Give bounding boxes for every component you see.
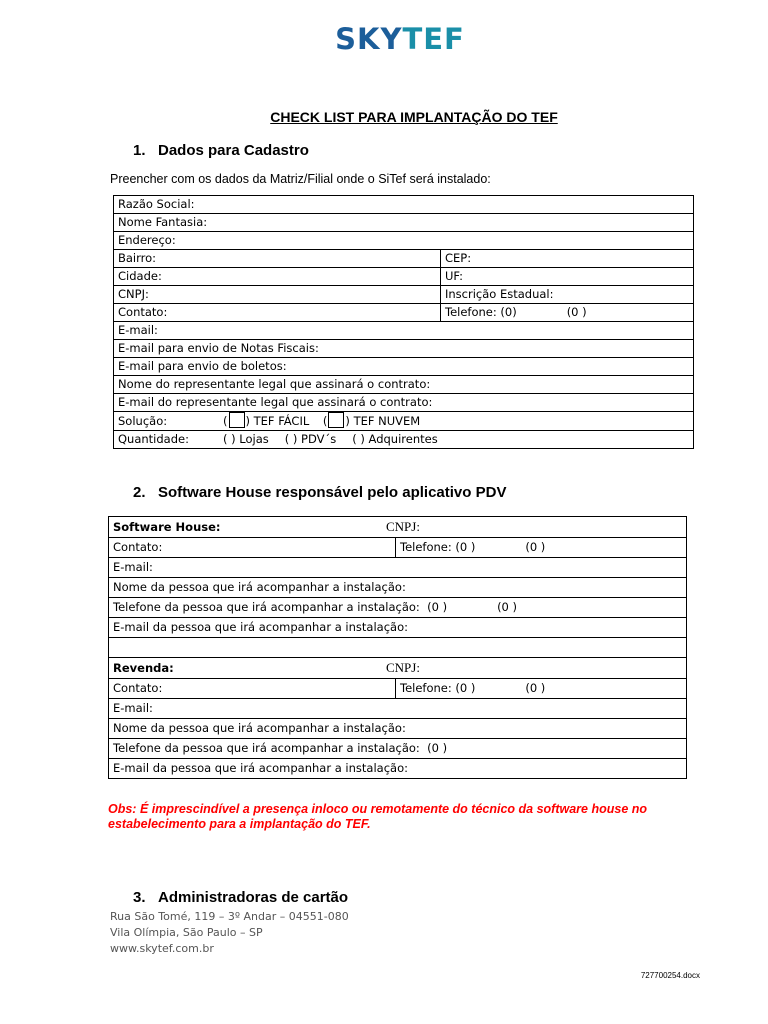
- razao-social-field[interactable]: Razão Social:: [114, 196, 694, 214]
- endereco-field[interactable]: Endereço:: [114, 232, 694, 250]
- document-id: 727700254.docx: [640, 971, 700, 980]
- sh-pessoa-field[interactable]: Nome da pessoa que irá acompanhar a instalação:: [109, 578, 687, 598]
- contato-field[interactable]: Contato:: [114, 304, 441, 322]
- revenda-contato-field[interactable]: Contato:: [109, 679, 396, 699]
- cep-field[interactable]: CEP:: [441, 250, 694, 268]
- footer-address-2: Vila Olímpia, São Paulo – SP: [110, 926, 263, 939]
- quantidade-row[interactable]: Quantidade: ( ) Lojas ( ) PDV´s ( ) Adquirentes: [114, 431, 694, 449]
- tef-nuvem-checkbox[interactable]: [328, 412, 344, 428]
- sh-telefone-field[interactable]: Telefone: (0 ) (0 ): [396, 538, 687, 558]
- obs-note: Obs: É imprescindível a presença inloco ou remotamente do técnico da software house no estabelecimento para a implantação do TEF.: [108, 802, 648, 831]
- bairro-field[interactable]: Bairro:: [114, 250, 441, 268]
- cidade-field[interactable]: Cidade:: [114, 268, 441, 286]
- page-title: CHECK LIST PARA IMPLANTAÇÃO DO TEF: [270, 109, 558, 125]
- section-1-heading: 1. Dados para Cadastro: [133, 142, 309, 159]
- section-2-heading: 2. Software House responsável pelo aplicativo PDV: [133, 484, 507, 501]
- revenda-field[interactable]: Revenda: CNPJ:: [109, 658, 687, 679]
- cadastro-table: [113, 195, 694, 449]
- uf-field[interactable]: UF:: [441, 268, 694, 286]
- nome-fantasia-field[interactable]: Nome Fantasia:: [114, 214, 694, 232]
- representante-legal-field[interactable]: Nome do representante legal que assinará o contrato:: [114, 376, 694, 394]
- sh-telefone-pessoa-field[interactable]: Telefone da pessoa que irá acompanhar a instalação: (0 ) (0 ): [109, 598, 687, 618]
- revenda-email-field[interactable]: E-mail:: [109, 699, 687, 719]
- revenda-telefone-field[interactable]: Telefone: (0 ) (0 ): [396, 679, 687, 699]
- sh-contato-field[interactable]: Contato:: [109, 538, 396, 558]
- software-house-table: [108, 516, 687, 779]
- sh-email-pessoa-field[interactable]: E-mail da pessoa que irá acompanhar a instalação:: [109, 618, 687, 638]
- software-house-field[interactable]: Software House: CNPJ:: [109, 517, 687, 538]
- blank-row: [109, 638, 687, 658]
- email-field[interactable]: E-mail:: [114, 322, 694, 340]
- telefone-field[interactable]: Telefone: (0) (0 ): [441, 304, 694, 322]
- email-boletos-field[interactable]: E-mail para envio de boletos:: [114, 358, 694, 376]
- section-1-intro: Preencher com os dados da Matriz/Filial onde o SiTef será instalado:: [110, 172, 491, 186]
- email-notas-fiscais-field[interactable]: E-mail para envio de Notas Fiscais:: [114, 340, 694, 358]
- skytef-logo: SKYTEF: [335, 22, 465, 56]
- inscricao-estadual-field[interactable]: Inscrição Estadual:: [441, 286, 694, 304]
- footer-website[interactable]: www.skytef.com.br: [110, 942, 214, 955]
- sh-email-field[interactable]: E-mail:: [109, 558, 687, 578]
- cnpj-field[interactable]: CNPJ:: [114, 286, 441, 304]
- section-3-heading: 3. Administradoras de cartão: [133, 889, 349, 906]
- footer-address-1: Rua São Tomé, 119 – 3º Andar – 04551-080: [110, 910, 349, 923]
- tef-facil-checkbox[interactable]: [229, 412, 245, 428]
- revenda-telefone-pessoa-field[interactable]: Telefone da pessoa que irá acompanhar a instalação: (0 ): [109, 739, 687, 759]
- solucao-row: Solução: ( ) TEF FÁCIL ( ) TEF NUVEM: [114, 412, 694, 431]
- revenda-email-pessoa-field[interactable]: E-mail da pessoa que irá acompanhar a instalação:: [109, 759, 687, 779]
- email-representante-field[interactable]: E-mail do representante legal que assinará o contrato:: [114, 394, 694, 412]
- revenda-pessoa-field[interactable]: Nome da pessoa que irá acompanhar a instalação:: [109, 719, 687, 739]
